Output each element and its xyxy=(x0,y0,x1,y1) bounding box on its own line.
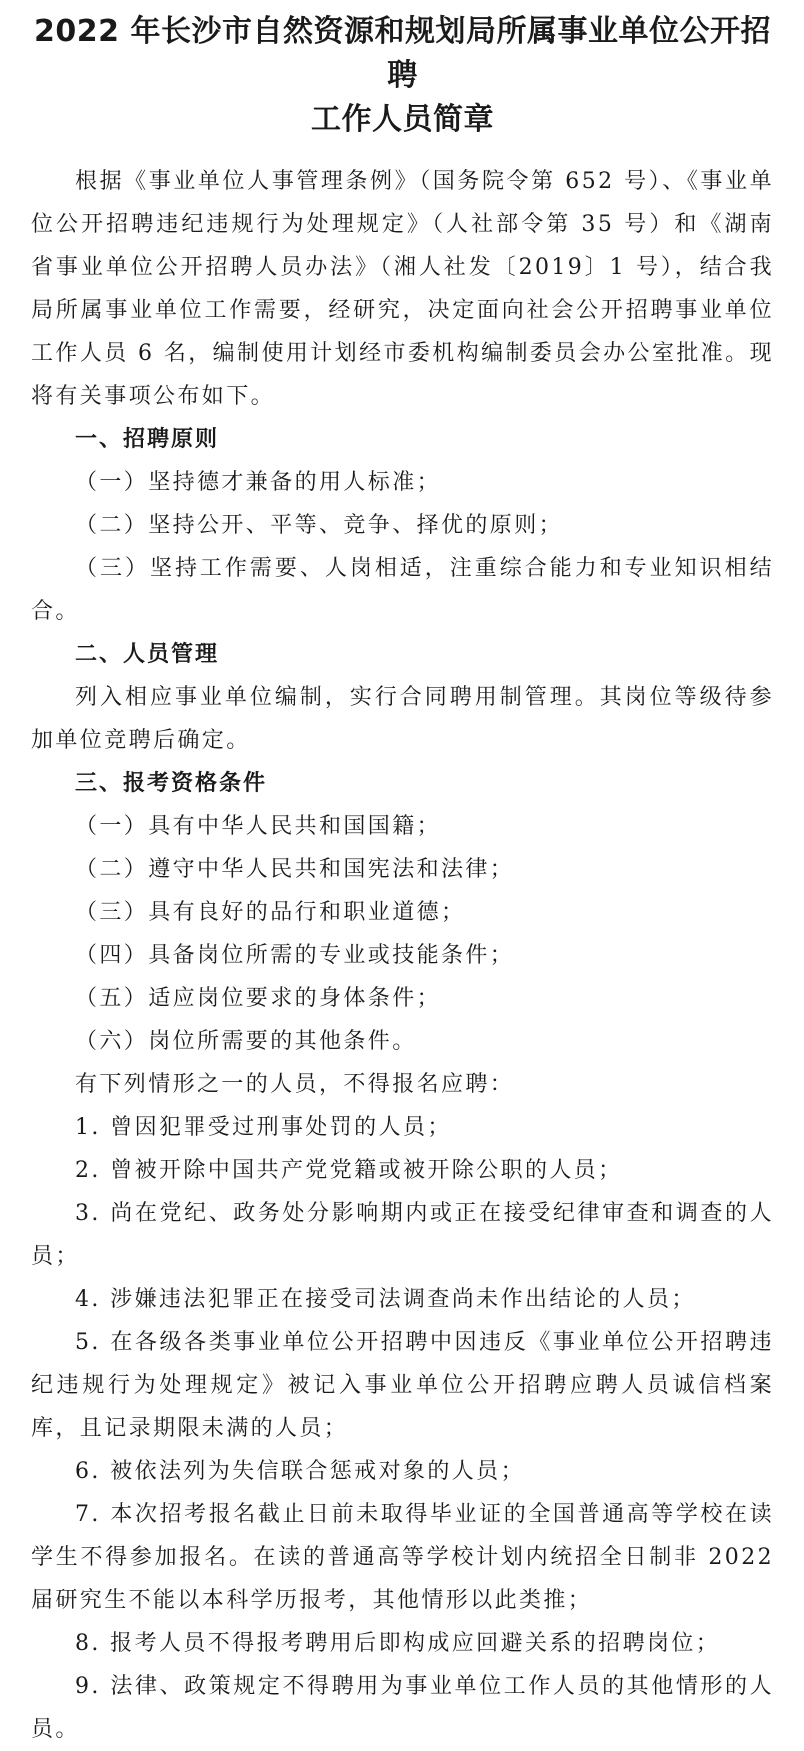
exclusion-intro: 有下列情形之一的人员，不得报名应聘： xyxy=(75,1072,515,1097)
qualification-item: （三）具有良好的品行和职业道德； xyxy=(75,900,466,925)
exclusion-item: 8. 报考人员不得报考聘用后即构成应回避关系的招聘岗位； xyxy=(75,1631,721,1656)
document-body xyxy=(31,160,774,1751)
exclusion-item: 1. 曾因犯罪受过刑事处罚的人员； xyxy=(75,1115,452,1140)
qualification-item: （二）遵守中华人民共和国宪法和法律； xyxy=(75,857,515,882)
title-line-1: 2022 年长沙市自然资源和规划局所属事业单位公开招聘 xyxy=(34,14,771,93)
management-paragraph: 列入相应事业单位编制，实行合同聘用制管理。其岗位等级待参加单位竞聘后确定。 xyxy=(31,685,774,753)
section-heading-management: 二、人员管理 xyxy=(75,642,220,667)
qualification-item: （四）具备岗位所需的专业或技能条件； xyxy=(75,943,515,968)
exclusion-item: 2. 曾被开除中国共产党党籍或被开除公职的人员； xyxy=(75,1158,623,1183)
principle-item: （三）坚持工作需要、人岗相适，注重综合能力和专业知识相结合。 xyxy=(31,556,774,624)
title-line-2: 工作人员简章 xyxy=(311,102,494,137)
qualification-item: （一）具有中华人民共和国国籍； xyxy=(75,814,442,839)
section-heading-qualifications: 三、报考资格条件 xyxy=(75,771,268,796)
principle-item: （二）坚持公开、平等、竞争、择优的原则； xyxy=(75,513,564,538)
intro-paragraph: 根据《事业单位人事管理条例》（国务院令第 652 号）、《事业单位公开招聘违纪违规行为处理规定》（人社部令第 35 号）和《湖南省事业单位公开招聘人员办法》（湘人社发〔2019〕1 号），结合我局所属事业单位工作需要，经研究，决定面向社会公开招聘事业单位工作人员 6 名，编制使用计划经市委机构编制委员会办公室批准。现将有关事项公布如下。 xyxy=(31,169,774,409)
exclusion-item: 9. 法律、政策规定不得聘用为事业单位工作人员的其他情形的人员。 xyxy=(31,1674,774,1742)
exclusion-item: 6. 被依法列为失信联合惩戒对象的人员； xyxy=(75,1459,525,1484)
qualification-item: （五）适应岗位要求的身体条件； xyxy=(75,986,442,1011)
principle-item: （一）坚持德才兼备的用人标准； xyxy=(75,470,442,495)
qualification-item: （六）岗位所需要的其他条件。 xyxy=(75,1029,417,1054)
document-title xyxy=(31,10,774,142)
exclusion-item: 5. 在各级各类事业单位公开招聘中因违反《事业单位公开招聘违纪违规行为处理规定》被记入事业单位公开招聘应聘人员诚信档案库，且记录期限未满的人员； xyxy=(31,1330,774,1441)
section-heading-principles: 一、招聘原则 xyxy=(75,427,220,452)
exclusion-item: 3. 尚在党纪、政务处分影响期内或正在接受纪律审查和调查的人员； xyxy=(31,1201,774,1269)
exclusion-item: 4. 涉嫌违法犯罪正在接受司法调查尚未作出结论的人员； xyxy=(75,1287,696,1312)
exclusion-item: 7. 本次招考报名截止日前未取得毕业证的全国普通高等学校在读学生不得参加报名。在读的普通高等学校计划内统招全日制非 2022 届研究生不能以本科学历报考，其他情形以此类推； xyxy=(31,1502,774,1613)
